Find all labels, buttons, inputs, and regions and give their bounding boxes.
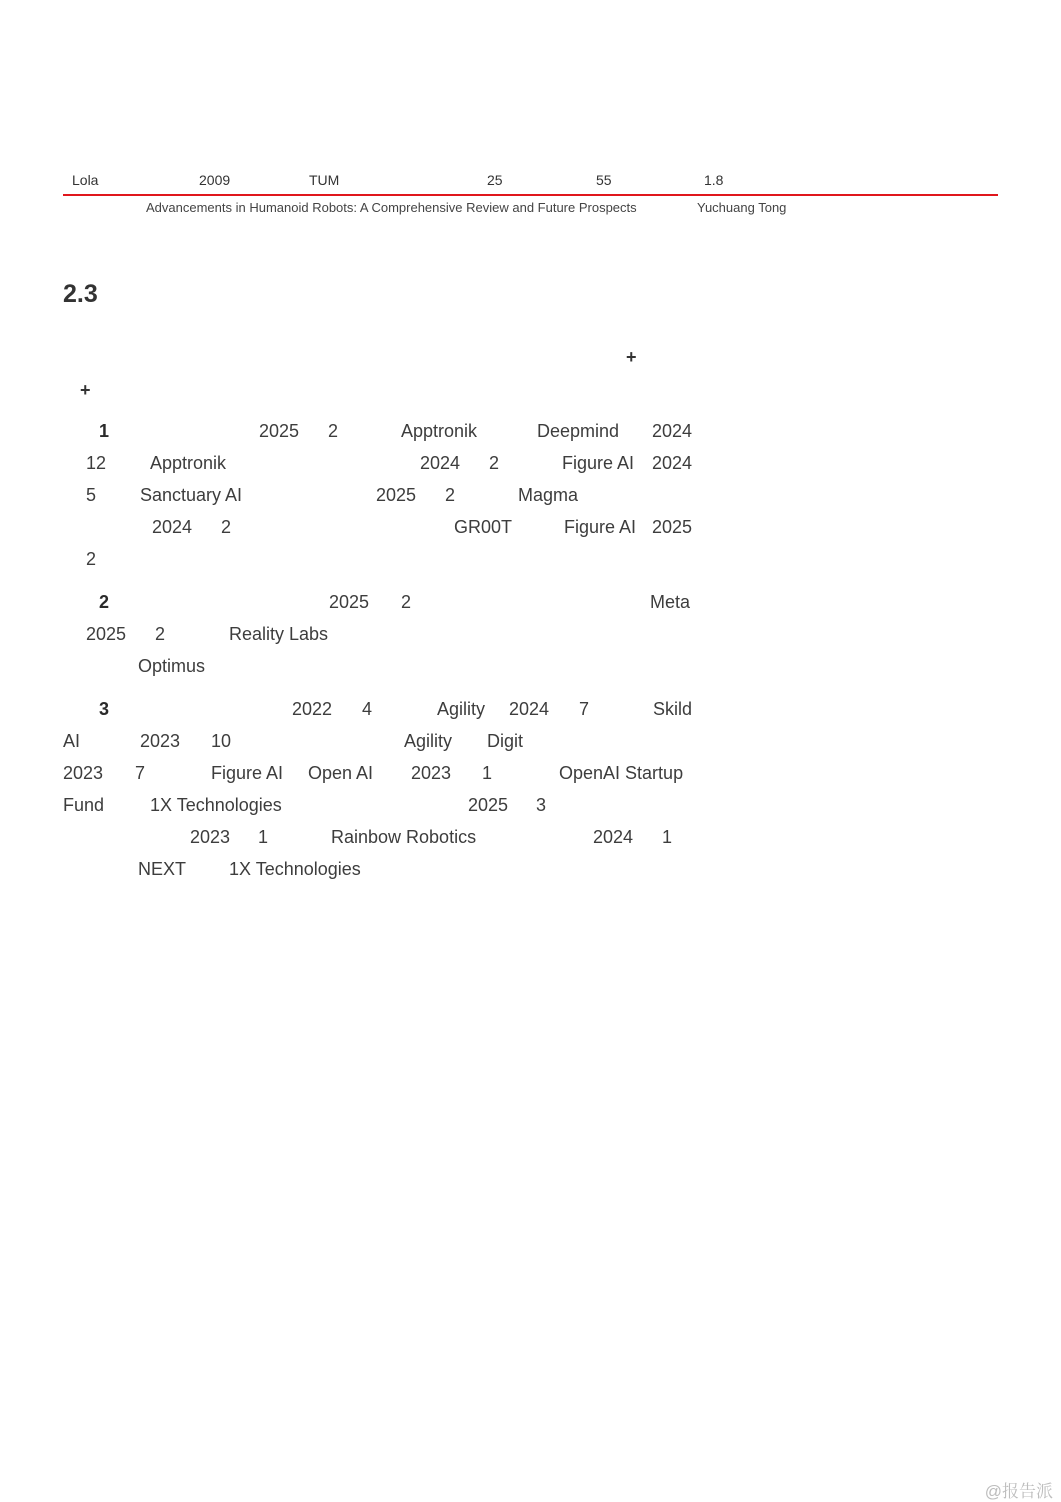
text-fragment: 10 [211, 731, 232, 751]
text-fragment: Deepmind [537, 421, 620, 441]
text-fragment: Optimus [138, 656, 206, 676]
text-fragment: 2024 [152, 517, 193, 537]
text-fragment: GR00T [454, 517, 513, 537]
text-fragment: Rainbow Robotics [331, 827, 477, 847]
text-fragment: 2 [86, 549, 97, 569]
text-fragment: 2024 [420, 453, 461, 473]
text-fragment: 2 [445, 485, 456, 505]
text-fragment: 1X Technologies [229, 859, 361, 879]
text-fragment: 2024 [593, 827, 634, 847]
text-fragment: Magma [518, 485, 579, 505]
text-fragment: Figure AI [564, 517, 637, 537]
text-fragment: 2022 [292, 699, 333, 719]
plus-mark: + [80, 380, 91, 400]
text-fragment: Skild [653, 699, 693, 719]
table-divider [63, 194, 998, 196]
text-fragment: 2 [155, 624, 166, 644]
text-fragment: Open AI [308, 763, 374, 783]
table-cell-org: TUM [309, 172, 340, 188]
table-cell-value: 1.8 [704, 172, 724, 188]
text-fragment: 1 [662, 827, 673, 847]
text-fragment: 2 [328, 421, 339, 441]
text-fragment: OpenAI Startup [559, 763, 684, 783]
paragraph-number: 1 [99, 421, 110, 441]
text-fragment: Fund [63, 795, 105, 815]
text-fragment: 2024 [652, 453, 693, 473]
text-fragment: 2 [221, 517, 232, 537]
text-fragment: 2025 [652, 517, 693, 537]
text-fragment: 1X Technologies [150, 795, 282, 815]
watermark: @报告派 [984, 1482, 1053, 1501]
text-fragment: Agility [404, 731, 453, 751]
text-fragment: 12 [86, 453, 107, 473]
text-fragment: 2 [489, 453, 500, 473]
text-fragment: NEXT [138, 859, 187, 879]
text-fragment: 2025 [259, 421, 300, 441]
text-fragment: Agility [437, 699, 486, 719]
table-cell-year: 2009 [199, 172, 231, 188]
text-fragment: 5 [86, 485, 97, 505]
text-fragment: Figure AI [562, 453, 635, 473]
text-fragment: 1 [482, 763, 493, 783]
text-fragment: 2023 [63, 763, 104, 783]
source-title: Advancements in Humanoid Robots: A Comprehensive Review and Future Prospects [146, 200, 637, 215]
text-fragment: 3 [536, 795, 547, 815]
text-fragment: Sanctuary AI [140, 485, 243, 505]
text-fragment: 2025 [376, 485, 417, 505]
text-fragment: Figure AI [211, 763, 284, 783]
text-fragment: Apptronik [150, 453, 227, 473]
text-fragment: 7 [135, 763, 146, 783]
text-fragment: 2025 [86, 624, 127, 644]
paragraph-number: 2 [99, 592, 110, 612]
text-fragment: 1 [258, 827, 269, 847]
text-fragment: 2023 [411, 763, 452, 783]
text-fragment: 2023 [190, 827, 231, 847]
text-fragment: 2024 [509, 699, 550, 719]
text-fragment: 7 [579, 699, 590, 719]
text-fragment: 2 [401, 592, 412, 612]
section-heading: 2.3 [63, 280, 98, 308]
table-cell-value: 55 [596, 172, 612, 188]
text-fragment: 2025 [329, 592, 370, 612]
text-fragment: 2023 [140, 731, 181, 751]
plus-mark: + [626, 347, 637, 367]
source-author: Yuchuang Tong [697, 200, 787, 215]
text-fragment: Meta [650, 592, 691, 612]
text-fragment: Apptronik [401, 421, 478, 441]
table-cell-name: Lola [72, 172, 99, 188]
text-fragment: Digit [487, 731, 524, 751]
text-fragment: 2025 [468, 795, 509, 815]
text-fragment: AI [63, 731, 81, 751]
text-fragment: Reality Labs [229, 624, 329, 644]
table-cell-value: 25 [487, 172, 503, 188]
text-fragment: 2024 [652, 421, 693, 441]
text-fragment: 4 [362, 699, 373, 719]
paragraph-number: 3 [99, 699, 110, 719]
